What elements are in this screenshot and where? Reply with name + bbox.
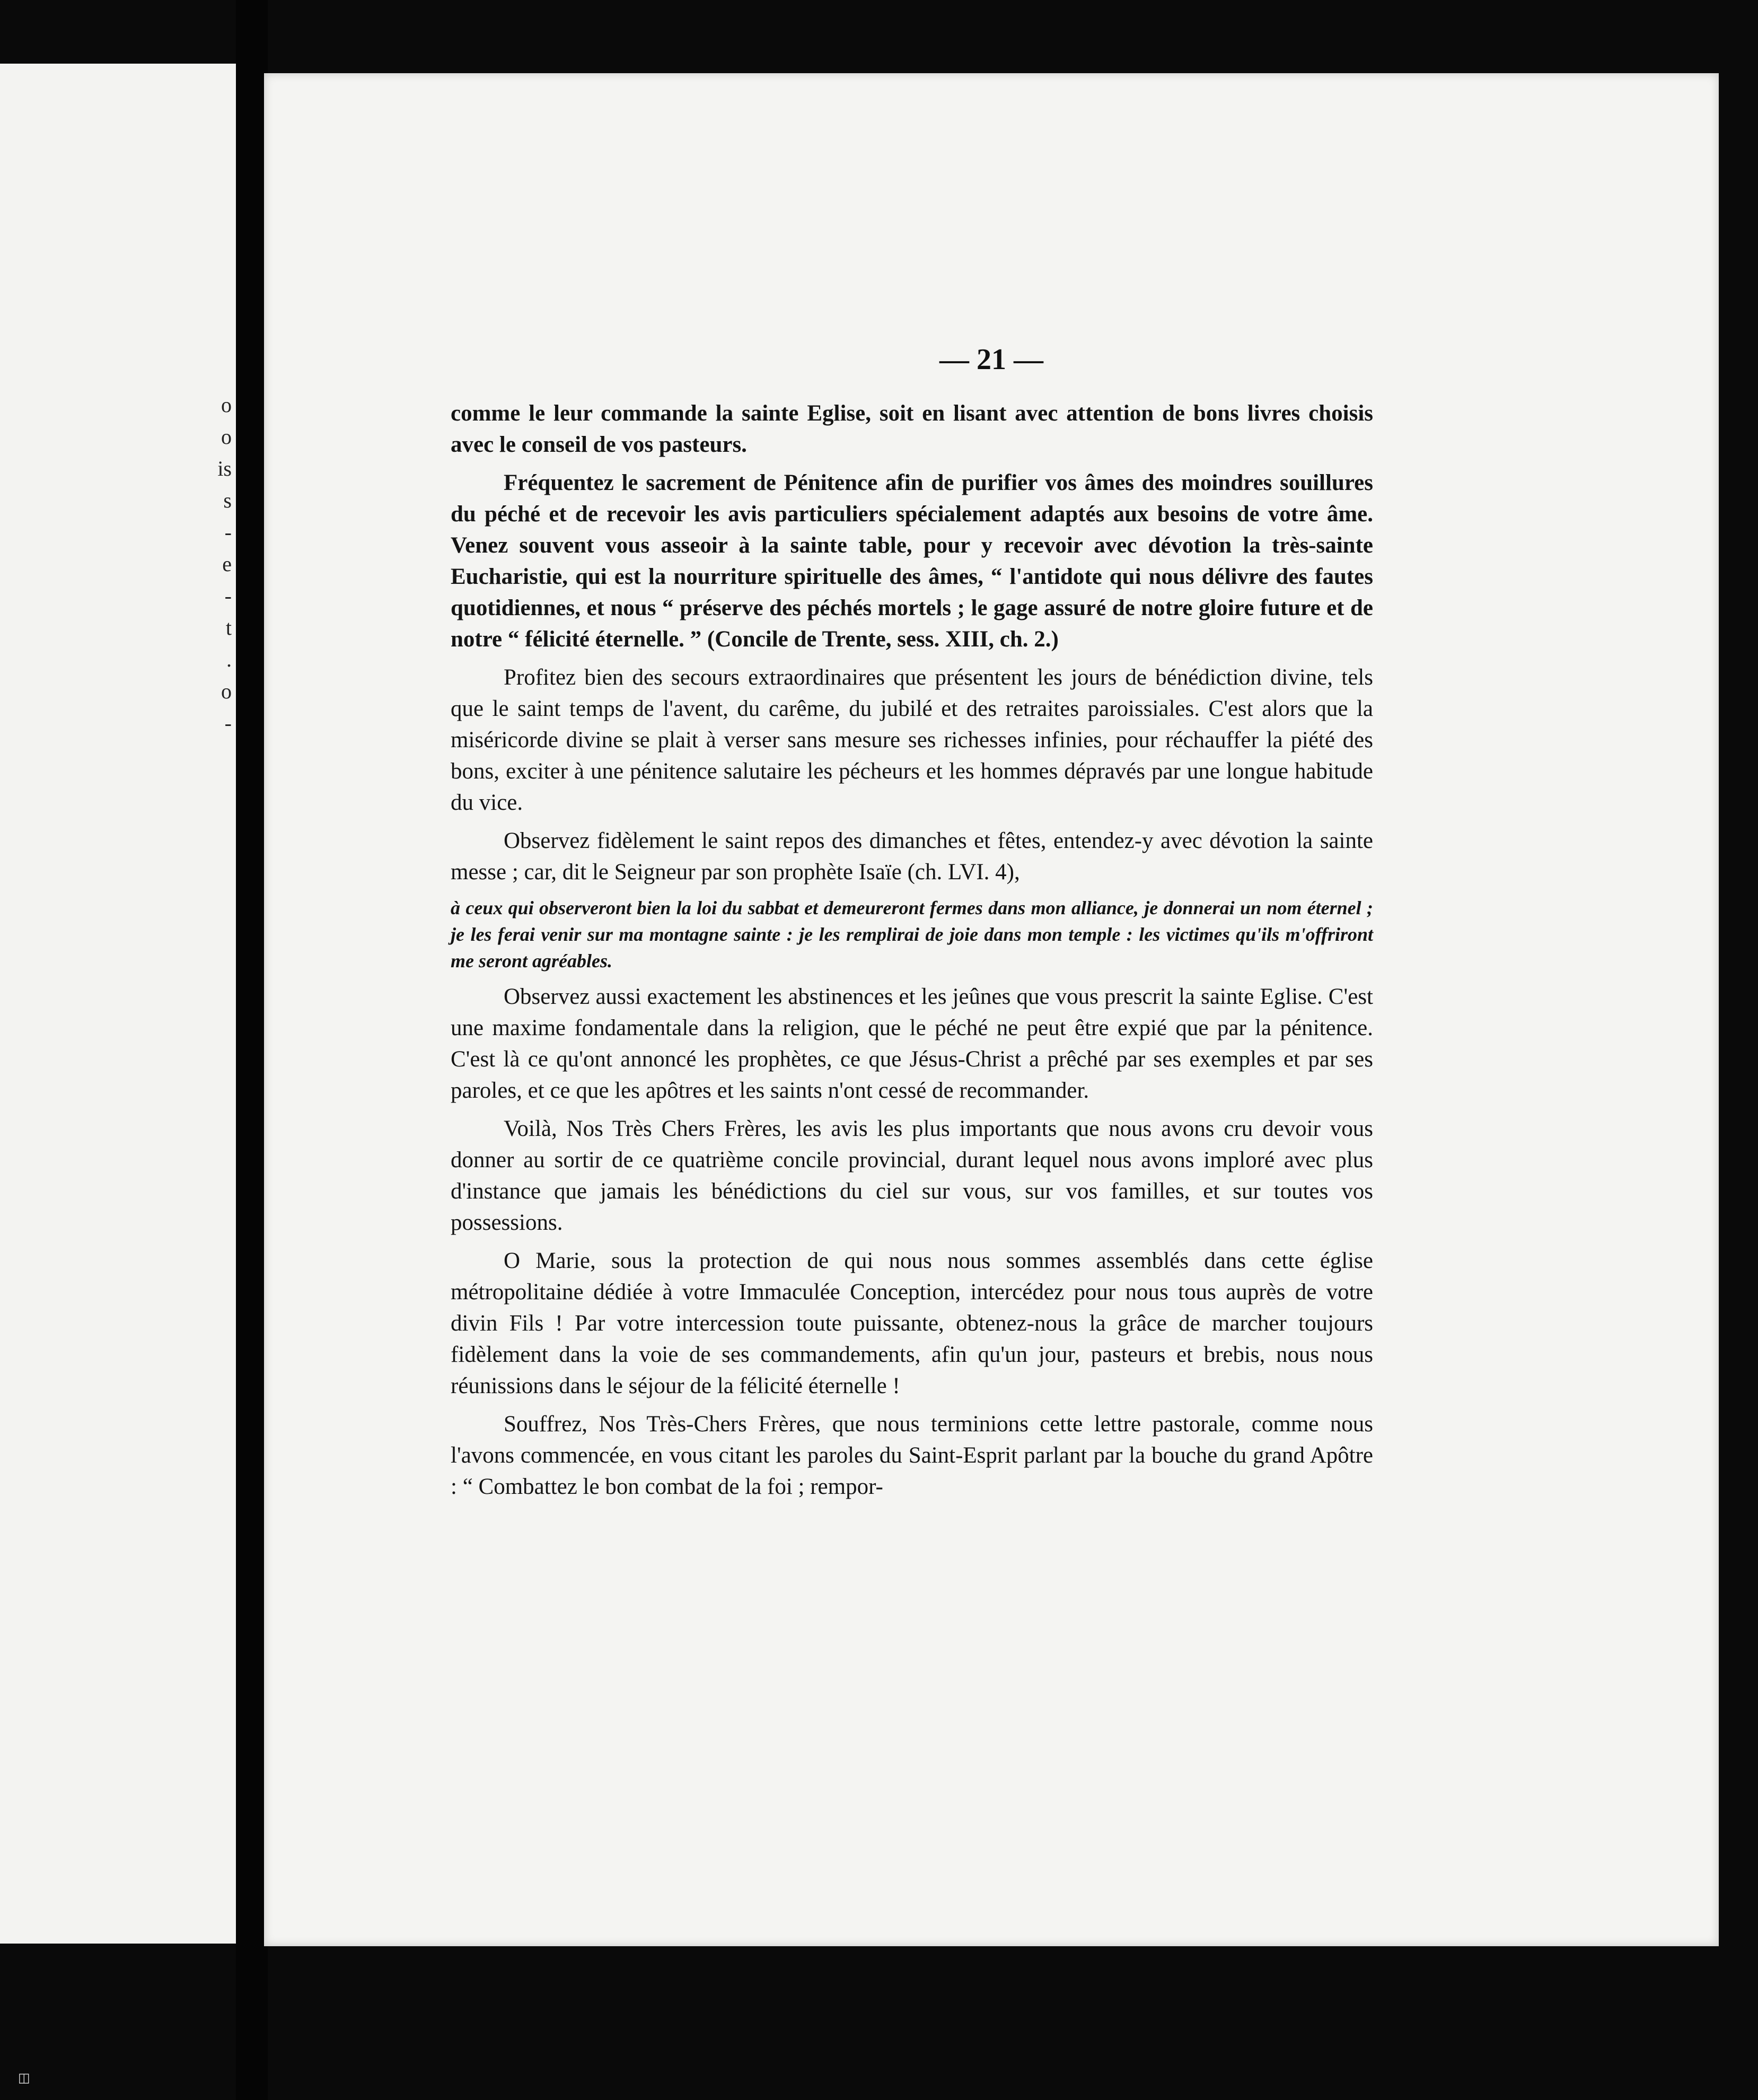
book-spine — [236, 0, 268, 2100]
paragraph: Voilà, Nos Très Chers Frères, les avis les plus importants que nous avons cru devoir vous donner au sortir de ce quatrième concile provincial, durant lequel nous avons imploré avec plus d'instance que jamais les bénédictions du ciel sur vous, sur vos familles, et sur toutes vos possessions. — [451, 1116, 1373, 1235]
scanner-mark-icon: ◫ — [18, 2070, 30, 2085]
left-edge-char: is — [217, 457, 232, 480]
left-page — [0, 64, 236, 1944]
body-text — [451, 398, 1373, 1502]
paragraph: Fréquentez le sacrement de Pénitence afin de purifier vos âmes des moindres souillures du péché et de recevoir les avis particuliers spécialement adaptés aux besoins de votre âme. Venez souvent vous asseoir à la sainte table, pour y recevoir avec dévotion la très-sainte Eucharistie, qui est la nourriture spirituelle des âmes, “ l'antidote qui nous délivre des fautes quotidiennes, et nous “ préserve des péchés mortels ; le gage assuré de notre gloire future et de notre “ félicité éternelle. ” (Concile de Trente, sess. XIII, ch. 2.) — [451, 470, 1373, 652]
left-edge-char: t — [225, 616, 232, 640]
paragraph: Souffrez, Nos Très-Chers Frères, que nous terminions cette lettre pastorale, comme nous l'avons commencée, en vous citant les paroles du Saint-Esprit parlant par la bouche du grand Apôtre : “ Combattez le bon combat de la foi ; rempor- — [451, 1412, 1373, 1499]
right-page — [264, 73, 1719, 1946]
paragraph: Observez aussi exactement les abstinences et les jeûnes que vous prescrit la sainte Eglise. C'est une maxime fondamentale dans la religion, que le péché ne peut être expié que par la pénitence. C'est là ce qu'ont annoncé les prophètes, ce que Jésus-Christ a prêché par ses exemples et par ses paroles, et ce que les apôtres et les saints n'ont cessé de recommander. — [451, 984, 1373, 1103]
left-edge-char: . — [226, 648, 232, 671]
scripture-quote: à ceux qui observeront bien la loi du sabbat et demeureront fermes dans mon alliance, je donnerai un nom éternel ; je les ferai venir sur ma montagne sainte : je les remplirai de joie dans mon temple : les victimes qu'ils m'offriront me seront agréables. — [451, 897, 1373, 972]
left-edge-char: s — [223, 488, 232, 512]
paragraph: Observez fidèlement le saint repos des dimanches et fêtes, entendez-y avec dévotion la sainte messe ; car, dit le Seigneur par son prophète Isaïe (ch. LVI. 4), — [451, 828, 1373, 885]
left-edge-char: o — [221, 393, 232, 417]
left-edge-char: o — [221, 425, 232, 449]
left-edge-char: - — [224, 711, 232, 735]
paragraph: comme le leur commande la sainte Eglise, soit en lisant avec attention de bons livres choisis avec le conseil de vos pasteurs. — [451, 401, 1373, 457]
left-page-edge-text — [0, 64, 236, 1944]
left-edge-char: o — [221, 679, 232, 703]
paragraph: O Marie, sous la protection de qui nous nous sommes assemblés dans cette église métropolitaine dédiée à votre Immaculée Conception, intercédez pour nous tous auprès de votre divin Fils ! Par votre intercession toute puissante, obtenez-nous la grâce de marcher toujours fidèlement dans la voie de ses commandements, afin qu'un jour, pasteurs et brebis, nous nous réunissions dans le séjour de la félicité éternelle ! — [451, 1248, 1373, 1398]
left-edge-char: e — [222, 552, 232, 576]
left-edge-char: - — [224, 520, 232, 544]
page-number: — 21 — — [939, 343, 1043, 376]
left-edge-char: - — [224, 584, 232, 608]
paragraph: Profitez bien des secours extraordinaires que présentent les jours de bénédiction divine, tels que le saint temps de l'avent, du carême, du jubilé et des retraites paroissiales. C'est alors que la miséricorde divine se plait à verser sans mesure ses richesses infinies, pour réchauffer la piété des bons, exciter à une pénitence salutaire les pécheurs et les hommes dépravés par une longue habitude du vice. — [451, 665, 1373, 815]
